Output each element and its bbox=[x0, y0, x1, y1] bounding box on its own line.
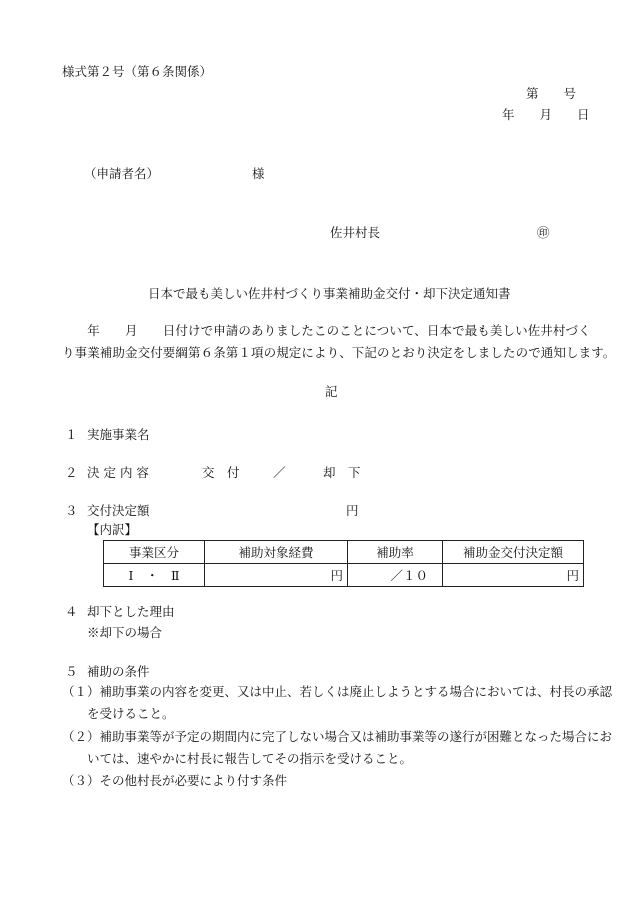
item-4-note: ※却下の場合 bbox=[87, 625, 163, 640]
table-row bbox=[104, 564, 584, 587]
item-5-number: ５ bbox=[65, 664, 78, 679]
form-label: 様式第２号（第６条関係） bbox=[62, 64, 213, 79]
header-eligible-cost: 補助対象経費 bbox=[205, 541, 348, 564]
item-3-label: 交付決定額 bbox=[87, 503, 150, 518]
cell-subsidy-rate: ／１０ bbox=[348, 564, 443, 587]
document-title: 日本で最も美しい佐井村づくり事業補助金交付・却下決定通知書 bbox=[148, 286, 511, 301]
item-1-number: １ bbox=[65, 427, 78, 442]
condition-3-line-1: （３）その他村長が必要により付す条件 bbox=[62, 773, 288, 788]
honorific: 様 bbox=[252, 166, 265, 181]
body-paragraph-line-2: り事業補助金交付要綱第６条第１項の規定により、下記のとおり決定をしましたので通知します。 bbox=[62, 345, 616, 360]
breakdown-label: 【内訳】 bbox=[87, 522, 138, 537]
applicant-label: （申請者名） bbox=[84, 166, 160, 181]
item-5-label: 補助の条件 bbox=[87, 664, 150, 679]
seal-mark: ㊞ bbox=[537, 225, 550, 240]
mayor-title: 佐井村長 bbox=[330, 225, 381, 240]
item-2-label: 決 定 内 容 bbox=[87, 465, 149, 480]
body-paragraph-line-1: 年 月 日付けで申請のありましたこのことについて、日本で最も美しい佐井村づく bbox=[62, 323, 591, 338]
item-2-number: ２ bbox=[65, 465, 78, 480]
item-1-label: 実施事業名 bbox=[87, 427, 150, 442]
item-2-slash: ／ bbox=[273, 465, 286, 480]
item-2-grant: 交 付 bbox=[202, 465, 240, 480]
header-subsidy-rate: 補助率 bbox=[348, 541, 443, 564]
item-3-number: ３ bbox=[65, 503, 78, 518]
table-header-row bbox=[104, 541, 584, 564]
ki-heading: 記 bbox=[325, 384, 338, 399]
item-2-reject: 却 下 bbox=[323, 465, 361, 480]
item-3-yen: 円 bbox=[346, 503, 359, 518]
cell-project-category: Ⅰ ・ Ⅱ bbox=[104, 564, 205, 587]
header-project-category: 事業区分 bbox=[104, 541, 205, 564]
condition-2-line-1: （２）補助事業等が予定の期間内に完了しない場合又は補助事業等の遂行が困難となった場合にお bbox=[62, 729, 613, 744]
condition-2-line-2: いては、速やかに村長に報告してその指示を受けること。 bbox=[87, 751, 413, 766]
condition-1-line-1: （１）補助事業の内容を変更、又は中止、若しくは廃止しようとする場合においては、村長の承認 bbox=[62, 684, 613, 699]
header-decided-amount: 補助金交付決定額 bbox=[443, 541, 584, 564]
condition-1-line-2: を受けること。 bbox=[87, 706, 175, 721]
cell-eligible-cost: 円 bbox=[205, 564, 348, 587]
document-number: 第 号 bbox=[526, 86, 577, 101]
item-4-number: ４ bbox=[65, 604, 78, 619]
item-4-label: 却下とした理由 bbox=[87, 604, 175, 619]
date-line: 年 月 日 bbox=[502, 107, 590, 122]
cell-decided-amount: 円 bbox=[443, 564, 584, 587]
breakdown-table bbox=[103, 540, 584, 587]
